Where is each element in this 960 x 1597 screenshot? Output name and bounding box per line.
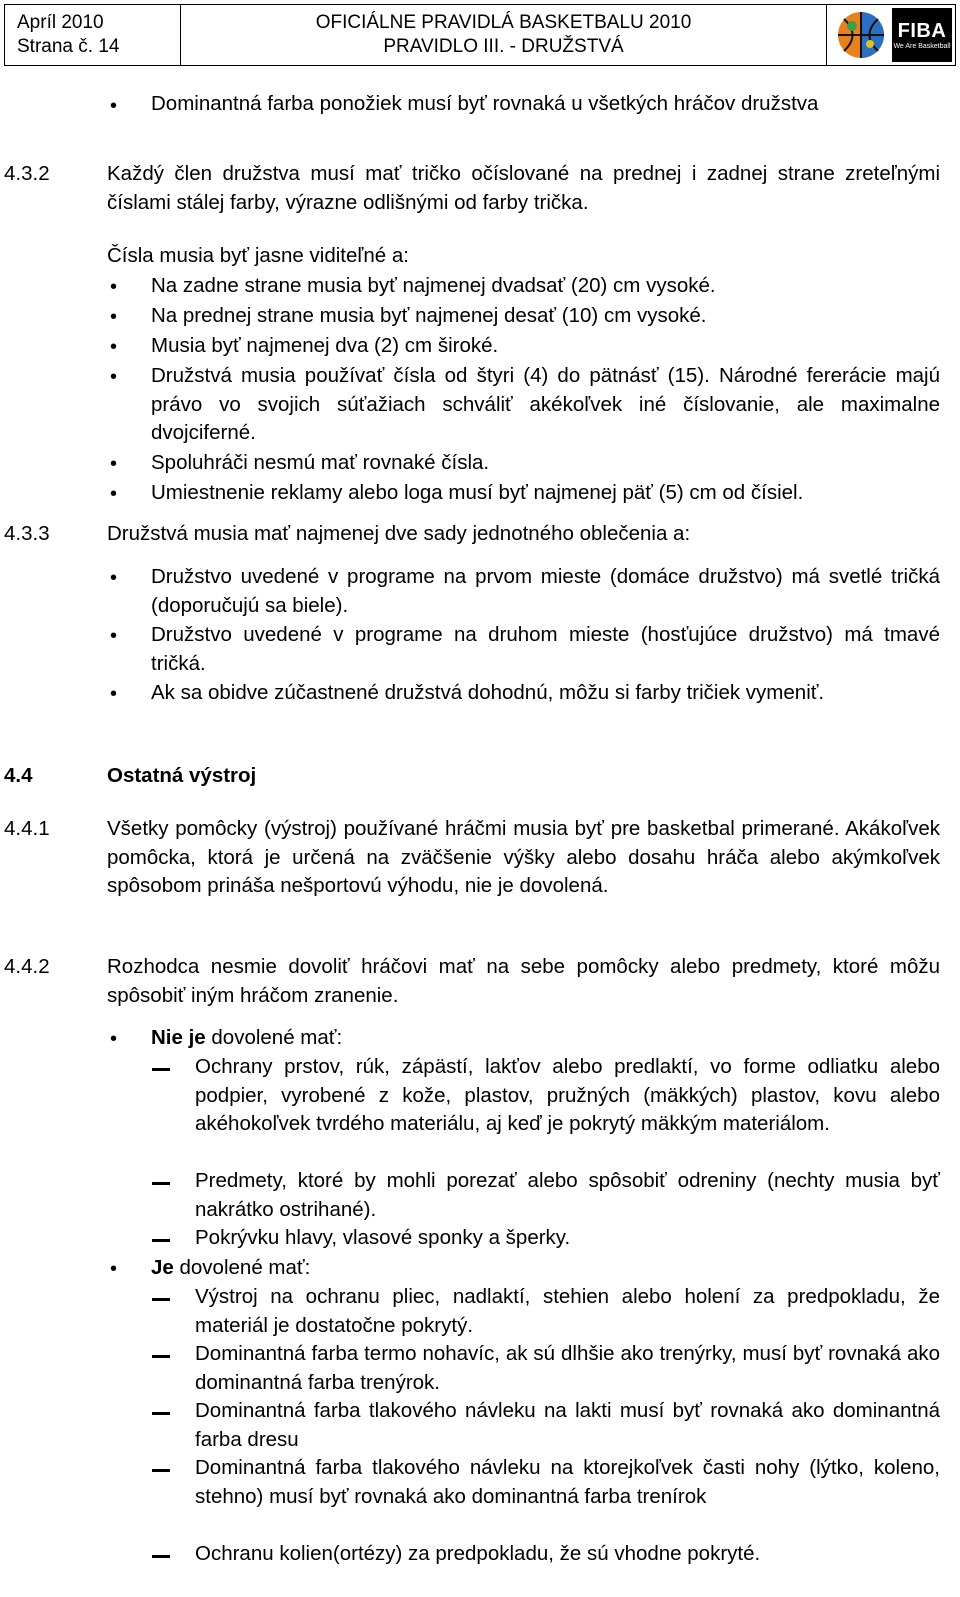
bullet-icon: • — [110, 483, 118, 505]
bullet-icon: • — [110, 1028, 118, 1050]
bullet-icon: • — [110, 366, 118, 388]
dash-icon — [152, 1298, 170, 1301]
list-item: Predmety, ktoré by mohli porezať alebo spôsobiť odreniny (nechty musia byť nakrátko ostrihané). — [195, 1169, 940, 1221]
list-item: Družstvo uvedené v programe na prvom mieste (domáce družstvo) má svetlé tričká (doporučujú sa biele). — [151, 565, 940, 617]
list-item: Ochrany prstov, rúk, zápästí, lakťov alebo predlaktí, vo forme odliatku alebo podpier, vyrobené z kože, plastov, pružných (mäkkých) plastov, kovu alebo akéhokoľvek tvrdého materiálu, aj keď je pokrytý mäkkým materiálom. — [195, 1055, 940, 1135]
list-item: Umiestnenie reklamy alebo loga musí byť najmenej päť (5) cm od čísiel. — [151, 481, 804, 504]
list-heading — [151, 1024, 940, 1053]
bullet-icon: • — [110, 306, 118, 328]
list-item: Na prednej strane musia byť najmenej desať (10) cm vysoké. — [151, 304, 707, 327]
paragraph: Rozhodca nesmie dovoliť hráčovi mať na sebe pomôcky alebo predmety, ktoré môžu spôsobiť iným hráčom zranenie. — [107, 955, 940, 1007]
list-item: Musia byť najmenej dva (2) cm široké. — [151, 334, 499, 357]
dash-icon — [152, 1182, 170, 1185]
dash-icon — [152, 1412, 170, 1415]
header-date: Apríl 2010 — [17, 12, 104, 33]
dash-icon — [152, 1469, 170, 1472]
section-number: 4.3.2 — [4, 162, 50, 185]
dash-icon — [152, 1355, 170, 1358]
list-item: Spoluhráči nesmú mať rovnaké čísla. — [151, 451, 490, 474]
header-title-line2: PRAVIDLO III. - DRUŽSTVÁ — [383, 36, 624, 57]
list-item: Ochranu kolien(ortézy) za predpokladu, že sú vhodne pokryté. — [195, 1542, 761, 1565]
header-left — [5, 5, 181, 65]
not-allowed-bold: Nie je — [151, 1026, 206, 1049]
basketball-globe-icon — [830, 8, 892, 62]
header-title — [181, 5, 827, 65]
header-page-number: Strana č. 14 — [17, 36, 120, 57]
section-number: 4.4.1 — [4, 817, 50, 840]
section-number: 4.4.2 — [4, 955, 50, 978]
fiba-logo — [827, 5, 955, 65]
bullet-icon: • — [110, 453, 118, 475]
paragraph: Čísla musia byť jasne viditeľné a: — [107, 244, 409, 267]
list-item: Na zadne strane musia byť najmenej dvadsať (20) cm vysoké. — [151, 274, 716, 297]
bullet-icon: • — [110, 683, 118, 705]
list-item: Dominantná farba termo nohavíc, ak sú dlhšie ako trenýrky, musí byť rovnaká ako dominantná farba trenýrok. — [195, 1342, 940, 1394]
bullet-icon: • — [110, 1258, 118, 1280]
list-item: Dominantná farba ponožiek musí byť rovnaká u všetkých hráčov družstva — [151, 92, 819, 115]
list-item: Dominantná farba tlakového návleku na ktorejkoľvek časti nohy (lýtko, koleno, stehno) musí byť rovnaká ako dominantná farba trenírok — [195, 1456, 940, 1508]
list-item: Družstvá musia používať čísla od štyri (4) do pätnásť (15). Národné fererácie majú právo vo svojich súťažiach schváliť akékoľvek iné číslovanie, ale maximalne dvojciferné. — [151, 364, 940, 444]
paragraph: Každý člen družstva musí mať tričko očíslované na prednej i zadnej strane zreteľnými číslami stálej farby, výrazne odlišnými od farby trička. — [107, 162, 940, 214]
logo-text: FIBA — [897, 19, 947, 42]
dash-icon — [152, 1239, 170, 1242]
logo-tagline: We Are Basketball — [893, 42, 951, 50]
dash-icon — [152, 1555, 170, 1558]
dash-icon — [152, 1068, 170, 1071]
list-item: Družstvo uvedené v programe na druhom mieste (hosťujúce družstvo) má tmavé tričká. — [151, 623, 940, 675]
bullet-icon: • — [110, 336, 118, 358]
section-title: Ostatná výstroj — [107, 764, 257, 787]
list-item: Pokrývku hlavy, vlasové sponky a šperky. — [195, 1226, 571, 1249]
list-heading — [151, 1254, 940, 1283]
page-header — [4, 4, 956, 66]
list-item: Dominantná farba tlakového návleku na lakti musí byť rovnaká ako dominantná farba dresu — [195, 1399, 940, 1451]
not-allowed-rest: dovolené mať: — [205, 1026, 343, 1049]
allowed-rest: dovolené mať: — [173, 1256, 311, 1279]
header-title-line1: OFICIÁLNE PRAVIDLÁ BASKETBALU 2010 — [315, 12, 692, 33]
paragraph: Všetky pomôcky (výstroj) používané hráčmi musia byť pre basketbal primerané. Akákoľvek pomôcka, ktorá je určená na zväčšenie výšky alebo dosahu hráča alebo akýmkoľvek spôsobom prináša nešportovú výhodu, nie je dovolená. — [107, 817, 940, 897]
bullet-icon: • — [110, 276, 118, 298]
section-number: 4.4 — [4, 764, 33, 787]
list-item: Ak sa obidve zúčastnené družstvá dohodnú, môžu si farby tričiek vymeniť. — [151, 681, 825, 704]
bullet-icon: • — [110, 95, 118, 117]
list-item: Výstroj na ochranu pliec, nadlaktí, stehien alebo holení za predpokladu, že materiál je dostatočne pokrytý. — [195, 1285, 940, 1337]
bullet-icon: • — [110, 567, 118, 589]
section-number: 4.3.3 — [4, 522, 50, 545]
allowed-bold: Je — [151, 1256, 174, 1279]
bullet-icon: • — [110, 625, 118, 647]
paragraph: Družstvá musia mať najmenej dve sady jednotného oblečenia a: — [107, 522, 691, 545]
